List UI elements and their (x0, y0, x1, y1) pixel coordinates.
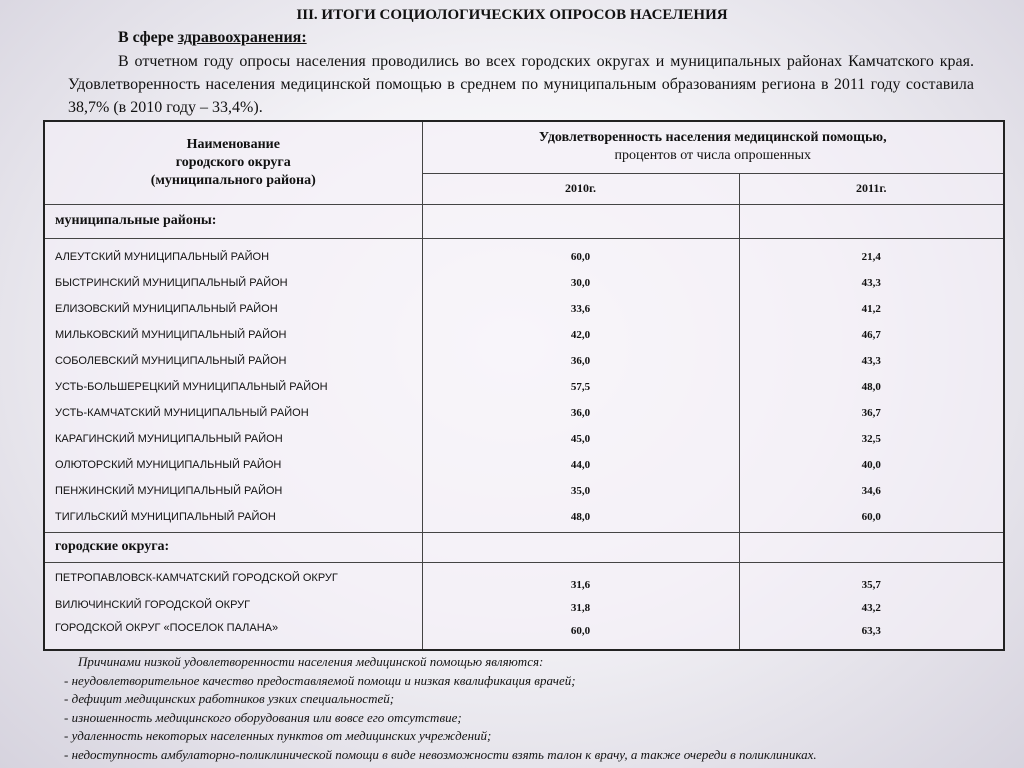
district-names (44, 238, 422, 532)
city-name: ПЕТРОПАВЛОВСК-КАМЧАТСКИЙ ГОРОДСКОЙ ОКРУГ (55, 571, 338, 584)
district-name: АЛЕУТСКИЙ МУНИЦИПАЛЬНЫЙ РАЙОН (55, 250, 270, 263)
city-values-2010 (422, 562, 739, 650)
empty-cell (422, 532, 739, 562)
district-value-2011: 34,6 (861, 484, 881, 497)
satisfaction-header-unit: процентов от числа опрошенных (614, 148, 811, 164)
reason-item: - изношенность медицинского оборудования или вовсе его отсутствие; (64, 709, 462, 725)
district-value-2010: 57,5 (570, 380, 591, 393)
empty-cell (739, 204, 1004, 238)
section-row-districts: муниципальные районы: (44, 204, 422, 238)
page-title: III. ИТОГИ СОЦИОЛОГИЧЕСКИХ ОПРОСОВ НАСЕЛЕНИЯ (296, 7, 728, 23)
subheading-topic: здравоохранения: (177, 29, 307, 46)
district-value-2010: 44,0 (570, 458, 591, 471)
city-value-2011: 43,2 (861, 601, 881, 614)
district-value-2010: 35,0 (570, 484, 591, 497)
city-value-2011: 35,7 (861, 578, 881, 591)
column-header-2010: 2010г. (422, 173, 739, 204)
reasons-intro: Причинами низкой удовлетворенности населения медицинской помощью являются: (78, 654, 544, 669)
intro-line-2: Камчатского края. Удовлетворенность населения медицинской помощью в среднем по муниципальным (68, 53, 975, 93)
district-values-2010 (422, 238, 739, 532)
city-names (44, 562, 422, 650)
city-name: ВИЛЮЧИНСКИЙ ГОРОДСКОЙ ОКРУГ (55, 598, 251, 611)
satisfaction-table (43, 120, 1005, 651)
district-name: СОБОЛЕВСКИЙ МУНИЦИПАЛЬНЫЙ РАЙОН (55, 354, 287, 367)
column-header-2011: 2011г. (739, 173, 1004, 204)
district-name: УСТЬ-КАМЧАТСКИЙ МУНИЦИПАЛЬНЫЙ РАЙОН (55, 406, 309, 419)
reason-item: - неудовлетворительное качество предоставляемой помощи и низкая квалификация врачей; (64, 672, 576, 688)
subheading-prefix: В сфере (118, 29, 178, 46)
satisfaction-header-title: Удовлетворенность населения медицинской помощью, (538, 130, 887, 146)
intro-line-3: образованиям региона в 2011 году составила 38,7% (в 2010 году – 33,4%). (68, 76, 975, 116)
district-value-2011: 48,0 (861, 380, 881, 393)
district-name: ОЛЮТОРСКИЙ МУНИЦИПАЛЬНЫЙ РАЙОН (55, 458, 282, 471)
district-value-2010: 45,0 (570, 432, 591, 445)
district-name: УСТЬ-БОЛЬШЕРЕЦКИЙ МУНИЦИПАЛЬНЫЙ РАЙОН (55, 380, 328, 393)
city-value-2010: 31,6 (570, 578, 591, 591)
district-value-2010: 48,0 (570, 510, 591, 523)
column-header-satisfaction (422, 121, 1004, 173)
district-value-2010: 30,0 (570, 276, 591, 289)
reason-item: - недоступность амбулаторно-поликлинической помощи в виде невозможности взять талон к врачу, а также очереди в поликлиниках. (64, 746, 817, 762)
district-value-2010: 36,0 (570, 406, 591, 419)
city-value-2010: 60,0 (570, 624, 591, 637)
district-value-2010: 33,6 (570, 302, 591, 315)
district-value-2010: 36,0 (570, 354, 591, 367)
column-header-name-line: городского округа (175, 154, 291, 170)
reason-item: - удаленность некоторых населенных пунктов от медицинских учреждений; (64, 728, 492, 743)
city-name: ГОРОДСКОЙ ОКРУГ «ПОСЕЛОК ПАЛАНА» (55, 621, 279, 634)
intro-paragraph (68, 50, 974, 119)
empty-cell (739, 532, 1004, 562)
reasons-list (64, 653, 1014, 764)
city-values-2011 (739, 562, 1004, 650)
district-name: КАРАГИНСКИЙ МУНИЦИПАЛЬНЫЙ РАЙОН (55, 432, 283, 445)
district-value-2011: 21,4 (861, 250, 881, 263)
reason-item: - дефицит медицинских работников узких специальностей; (64, 691, 395, 706)
empty-cell (422, 204, 739, 238)
district-value-2011: 40,0 (861, 458, 881, 471)
district-value-2011: 32,5 (861, 432, 881, 445)
city-value-2011: 63,3 (861, 624, 881, 637)
district-value-2011: 60,0 (861, 510, 881, 523)
district-value-2011: 41,2 (861, 302, 881, 315)
column-header-name (44, 121, 422, 204)
column-header-name-line: Наименование (186, 136, 280, 152)
section-row-cities: городские округа: (44, 532, 422, 562)
district-values-2011 (739, 238, 1004, 532)
district-value-2010: 42,0 (570, 328, 591, 341)
district-name: МИЛЬКОВСКИЙ МУНИЦИПАЛЬНЫЙ РАЙОН (55, 328, 287, 341)
intro-line-1: В отчетном году опросы населения проводились во всех городских округах и муниципальных районах (118, 53, 843, 70)
district-value-2010: 60,0 (570, 250, 591, 263)
district-name: ПЕНЖИНСКИЙ МУНИЦИПАЛЬНЫЙ РАЙОН (55, 484, 283, 497)
district-value-2011: 43,3 (861, 354, 881, 367)
section-subheading (118, 29, 307, 47)
column-header-name-line: (муниципального района) (150, 172, 316, 188)
district-value-2011: 43,3 (861, 276, 881, 289)
city-value-2010: 31,8 (570, 601, 591, 614)
district-name: ТИГИЛЬСКИЙ МУНИЦИПАЛЬНЫЙ РАЙОН (55, 510, 276, 523)
district-name: ЕЛИЗОВСКИЙ МУНИЦИПАЛЬНЫЙ РАЙОН (55, 302, 278, 315)
district-value-2011: 36,7 (861, 406, 881, 419)
district-value-2011: 46,7 (861, 328, 881, 341)
district-name: БЫСТРИНСКИЙ МУНИЦИПАЛЬНЫЙ РАЙОН (55, 276, 288, 289)
